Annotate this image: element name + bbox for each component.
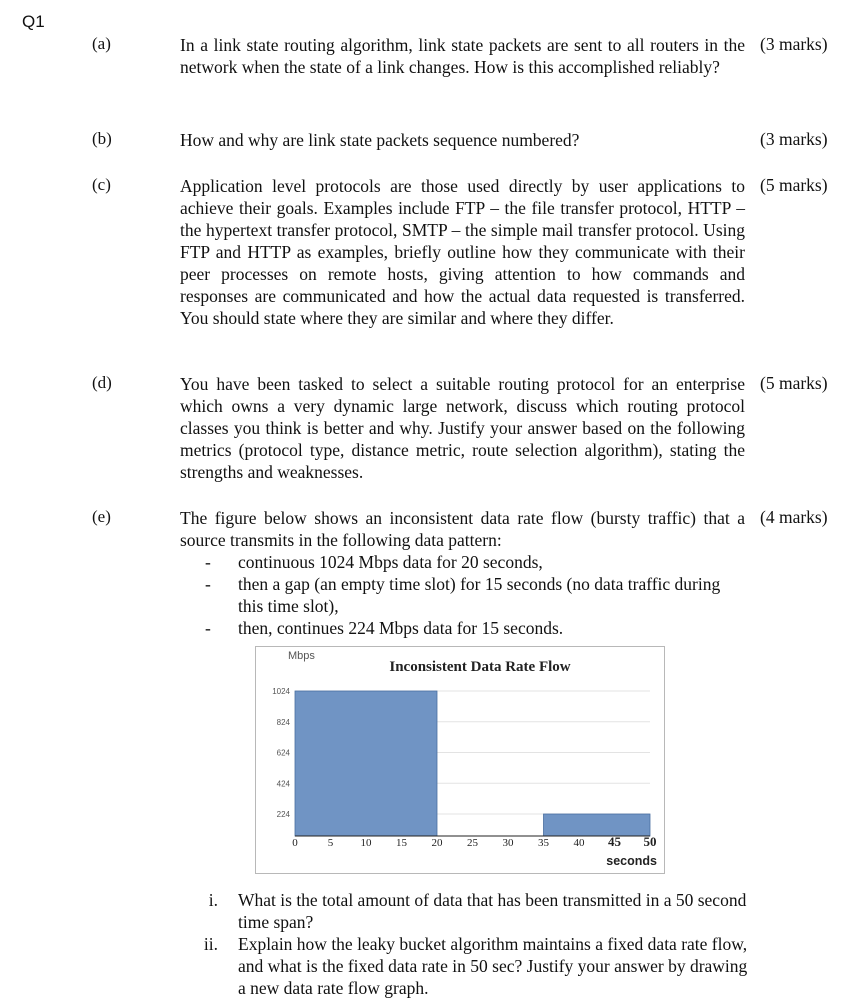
list-item [205, 573, 745, 617]
bullet-text: then, continues 224 Mbps data for 15 seconds. [238, 618, 564, 638]
bullet-text: then a gap (an empty time slot) for 15 seconds (no data traffic during this time slot), [238, 574, 721, 616]
part-marks: (5 marks) [760, 373, 828, 393]
y-tick-label: 224 [276, 810, 290, 819]
data-rate-chart [255, 646, 665, 874]
bullet-text: continuous 1024 Mbps data for 20 seconds, [238, 552, 543, 572]
part-marks: (4 marks) [760, 507, 828, 527]
bullet-marker: - [205, 552, 211, 572]
x-tick-label: 45 [608, 834, 621, 849]
part-label: (a) [92, 34, 111, 53]
x-tick-label: 40 [573, 837, 585, 849]
subquestion-text: What is the total amount of data that has been transmitted in a 50 second time span? [238, 890, 747, 932]
chart-title: Inconsistent Data Rate Flow [389, 659, 571, 675]
part-label: (e) [92, 507, 111, 526]
part-text: In a link state routing algorithm, link state packets are sent to all routers in the network when the state of a link changes. How is this accomplished reliably? [180, 35, 745, 77]
list-item [205, 617, 745, 639]
list-item [190, 933, 750, 999]
bullet-marker: - [205, 618, 211, 638]
x-tick-label: 0 [292, 837, 298, 849]
x-axis-label: seconds [606, 854, 657, 868]
part-marks: (3 marks) [760, 129, 828, 149]
part-label: (c) [92, 175, 111, 194]
subquestion-number: ii. [203, 934, 218, 954]
part-label: (d) [92, 373, 112, 392]
bar [544, 814, 651, 836]
y-axis-label: Mbps [288, 650, 315, 662]
x-tick-label: 10 [360, 837, 372, 849]
subquestion-number: i. [208, 890, 218, 910]
part-marks: (3 marks) [760, 34, 828, 54]
part-text: Application level protocols are those used directly by user applications to achieve their goals. Examples include FTP – the file transfer protocol, HTTP – the hypertext transfer protocol, SMTP – the simple mail transfer protocol. Using FTP and HTTP as examples, briefly outline how they communicate with their peer processes on remote hosts, giving attention to how commands and responses are communicated and how the actual data requested is transferred. You should state where they are similar and where they differ. [180, 176, 745, 328]
x-tick-label: 50 [643, 834, 657, 849]
x-tick-label: 5 [327, 837, 334, 849]
bar [295, 691, 437, 836]
bullet-marker: - [205, 574, 211, 594]
x-tick-label: 15 [396, 837, 407, 849]
y-tick-label: 624 [276, 748, 290, 758]
part-text: How and why are link state packets sequence numbered? [180, 130, 580, 150]
list-item [190, 889, 750, 933]
subquestion-text: Explain how the leaky bucket algorithm maintains a fixed data rate flow, and what is the fixed data rate in 50 sec? Justify your answer by drawing a new data rate flow graph. [238, 934, 748, 998]
list-item [205, 551, 745, 573]
x-tick-label: 35 [538, 837, 549, 849]
y-tick-label: 424 [276, 779, 290, 789]
bullet-list [205, 551, 745, 639]
y-tick-label: 824 [276, 717, 290, 727]
y-tick-label: 1024 [272, 687, 290, 696]
part-text: The figure below shows an inconsistent data rate flow (bursty traffic) that a source transmits in the following data pattern: [180, 508, 745, 550]
x-tick-label: 30 [502, 837, 514, 849]
question-number: Q1 [22, 12, 45, 31]
x-tick-label: 20 [431, 837, 443, 849]
x-tick-label: 25 [467, 837, 478, 849]
subquestion-list [190, 889, 750, 999]
part-marks: (5 marks) [760, 175, 828, 195]
part-text: You have been tasked to select a suitable routing protocol for an enterprise which owns a very dynamic large network, discuss which routing protocol classes you think is better and why. Justify your answer based on the following metrics (protocol type, distance metric, route selection algorithm), stating the strengths and weaknesses. [180, 374, 745, 482]
part-label: (b) [92, 129, 112, 148]
